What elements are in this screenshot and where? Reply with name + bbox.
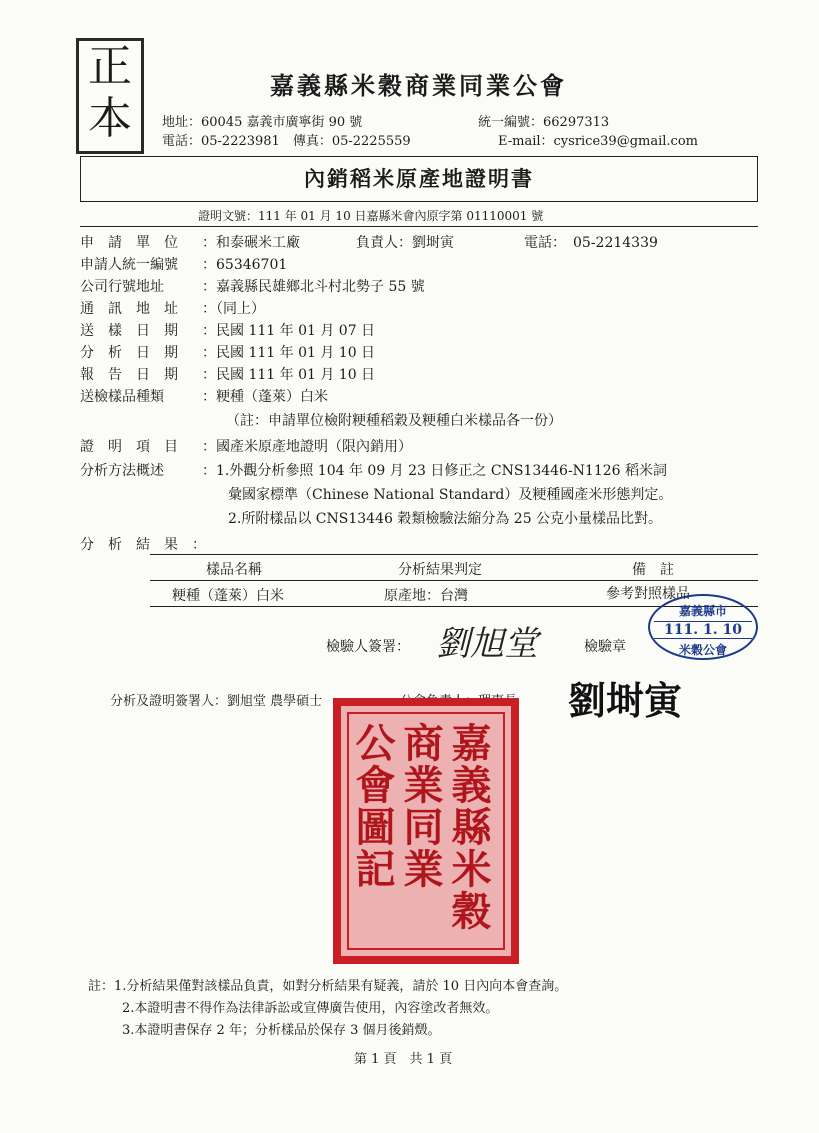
method-line-2: 2.所附樣品以 CNS13446 穀類檢驗法縮分為 25 公克小量樣品比對。 [228,511,663,527]
certification-item-label: 證 明 項 目 [80,439,178,455]
table-header-remark: 備 註 [632,562,674,578]
table-header-sample: 樣品名稱 [206,562,262,578]
send-date-value: ：民國 111 年 01 月 07 日 [202,323,376,339]
inspection-date-stamp [648,594,758,660]
table-mid-rule [150,580,758,581]
mail-address-value: ：（同上） [202,301,265,317]
signer-line: 分析及證明簽署人：劉旭堂 農學碩士 [110,694,323,709]
applicant-value: ：和泰碾米工廠 [202,235,300,251]
red-seal-column-1: 嘉義縣米穀 [445,722,491,932]
org-tax-id: 統一編號：66297313 [478,115,610,130]
table-cell-result: 原產地：台灣 [384,588,468,604]
person-in-charge: 負責人：劉埘寅 [356,235,454,251]
tax-id-label: 申請人統一編號 [80,257,178,273]
page-number: 第 1 頁 共 1 頁 [354,1052,453,1067]
note-1: 註：1.分析結果僅對該樣品負責，如對分析結果有疑義，請於 10 日內向本會查詢。 [88,979,568,994]
report-date-label: 報 告 日 期 [80,367,178,383]
applicant-phone: 電話： 05-2214339 [524,235,658,251]
certification-item-value: ：國產米原產地證明（限內銷用） [202,439,412,455]
red-seal-column-3: 公會圖記 [349,722,395,890]
chairman-label: 公會負責人：理事長 [400,694,518,709]
table-cell-sample: 粳種（蓬萊）白米 [172,588,284,604]
tax-id-value: ：65346701 [202,257,288,273]
sample-type-label: 送檢樣品種類 [80,389,164,405]
table-header-result: 分析結果判定 [398,562,482,578]
applicant-label: 申 請 單 位 [80,235,178,251]
analysis-date-label: 分 析 日 期 [80,345,178,361]
company-address-value: ：嘉義縣民雄鄉北斗村北勢子 55 號 [202,279,425,295]
divider [80,226,758,227]
sample-type-value: ：粳種（蓬萊）白米 [202,389,328,405]
chairman-signature-seal: 劉埘寅 [568,679,683,723]
result-label: 分 析 結 果 ： [80,537,206,553]
method-line-1b: 彙國家標準（Chinese National Standard）及粳種國產米形態判定。 [228,487,673,503]
date-stamp-bottom: 米穀公會 [678,643,727,657]
original-copy-stamp: 正本 [76,38,144,154]
send-date-label: 送 樣 日 期 [80,323,178,339]
inspector-signature: 劉旭堂 [436,624,538,664]
org-address: 地址：60045 嘉義市廣寧街 90 號 [162,115,363,130]
inspector-label: 檢驗人簽署： [326,639,410,655]
certificate-title: 內銷稻米原產地證明書 [80,156,758,202]
sample-note: （註：申請單位檢附粳種稻穀及粳種白米樣品各一份） [226,413,562,429]
inspection-stamp-label: 檢驗章 [584,639,626,655]
analysis-date-value: ：民國 111 年 01 月 10 日 [202,345,376,361]
org-phone-fax: 電話：05-2223981 傳真：05-2225559 [162,134,411,149]
official-red-seal [333,698,519,964]
mail-address-label: 通 訊 地 址 [80,301,178,317]
report-date-value: ：民國 111 年 01 月 10 日 [202,367,376,383]
note-2: 2.本證明書不得作為法律訴訟或宣傳廣告使用，內容塗改者無效。 [122,1001,499,1016]
document-number: 證明文號：111 年 01 月 10 日嘉縣米會內原字第 01110001 號 [198,209,544,223]
org-email: E-mail：cysrice39@gmail.com [498,134,698,149]
date-stamp-date: 111. 1. 10 [654,621,752,639]
note-3: 3.本證明書保存 2 年；分析樣品於保存 3 個月後銷燬。 [122,1023,441,1038]
table-top-rule [150,554,758,555]
table-cell-remark: 參考對照樣品 [606,586,690,602]
method-line-1a: ：1.外觀分析參照 104 年 09 月 23 日修正之 CNS13446-N1126 稻米詞 [202,463,668,479]
red-seal-column-2: 商業同業 [397,722,443,890]
method-label: 分析方法概述 [80,463,164,479]
company-address-label: 公司行號地址 [80,279,164,295]
organization-name: 嘉義縣米穀商業同業公會 [270,71,567,100]
date-stamp-top: 嘉義縣市 [678,604,727,618]
